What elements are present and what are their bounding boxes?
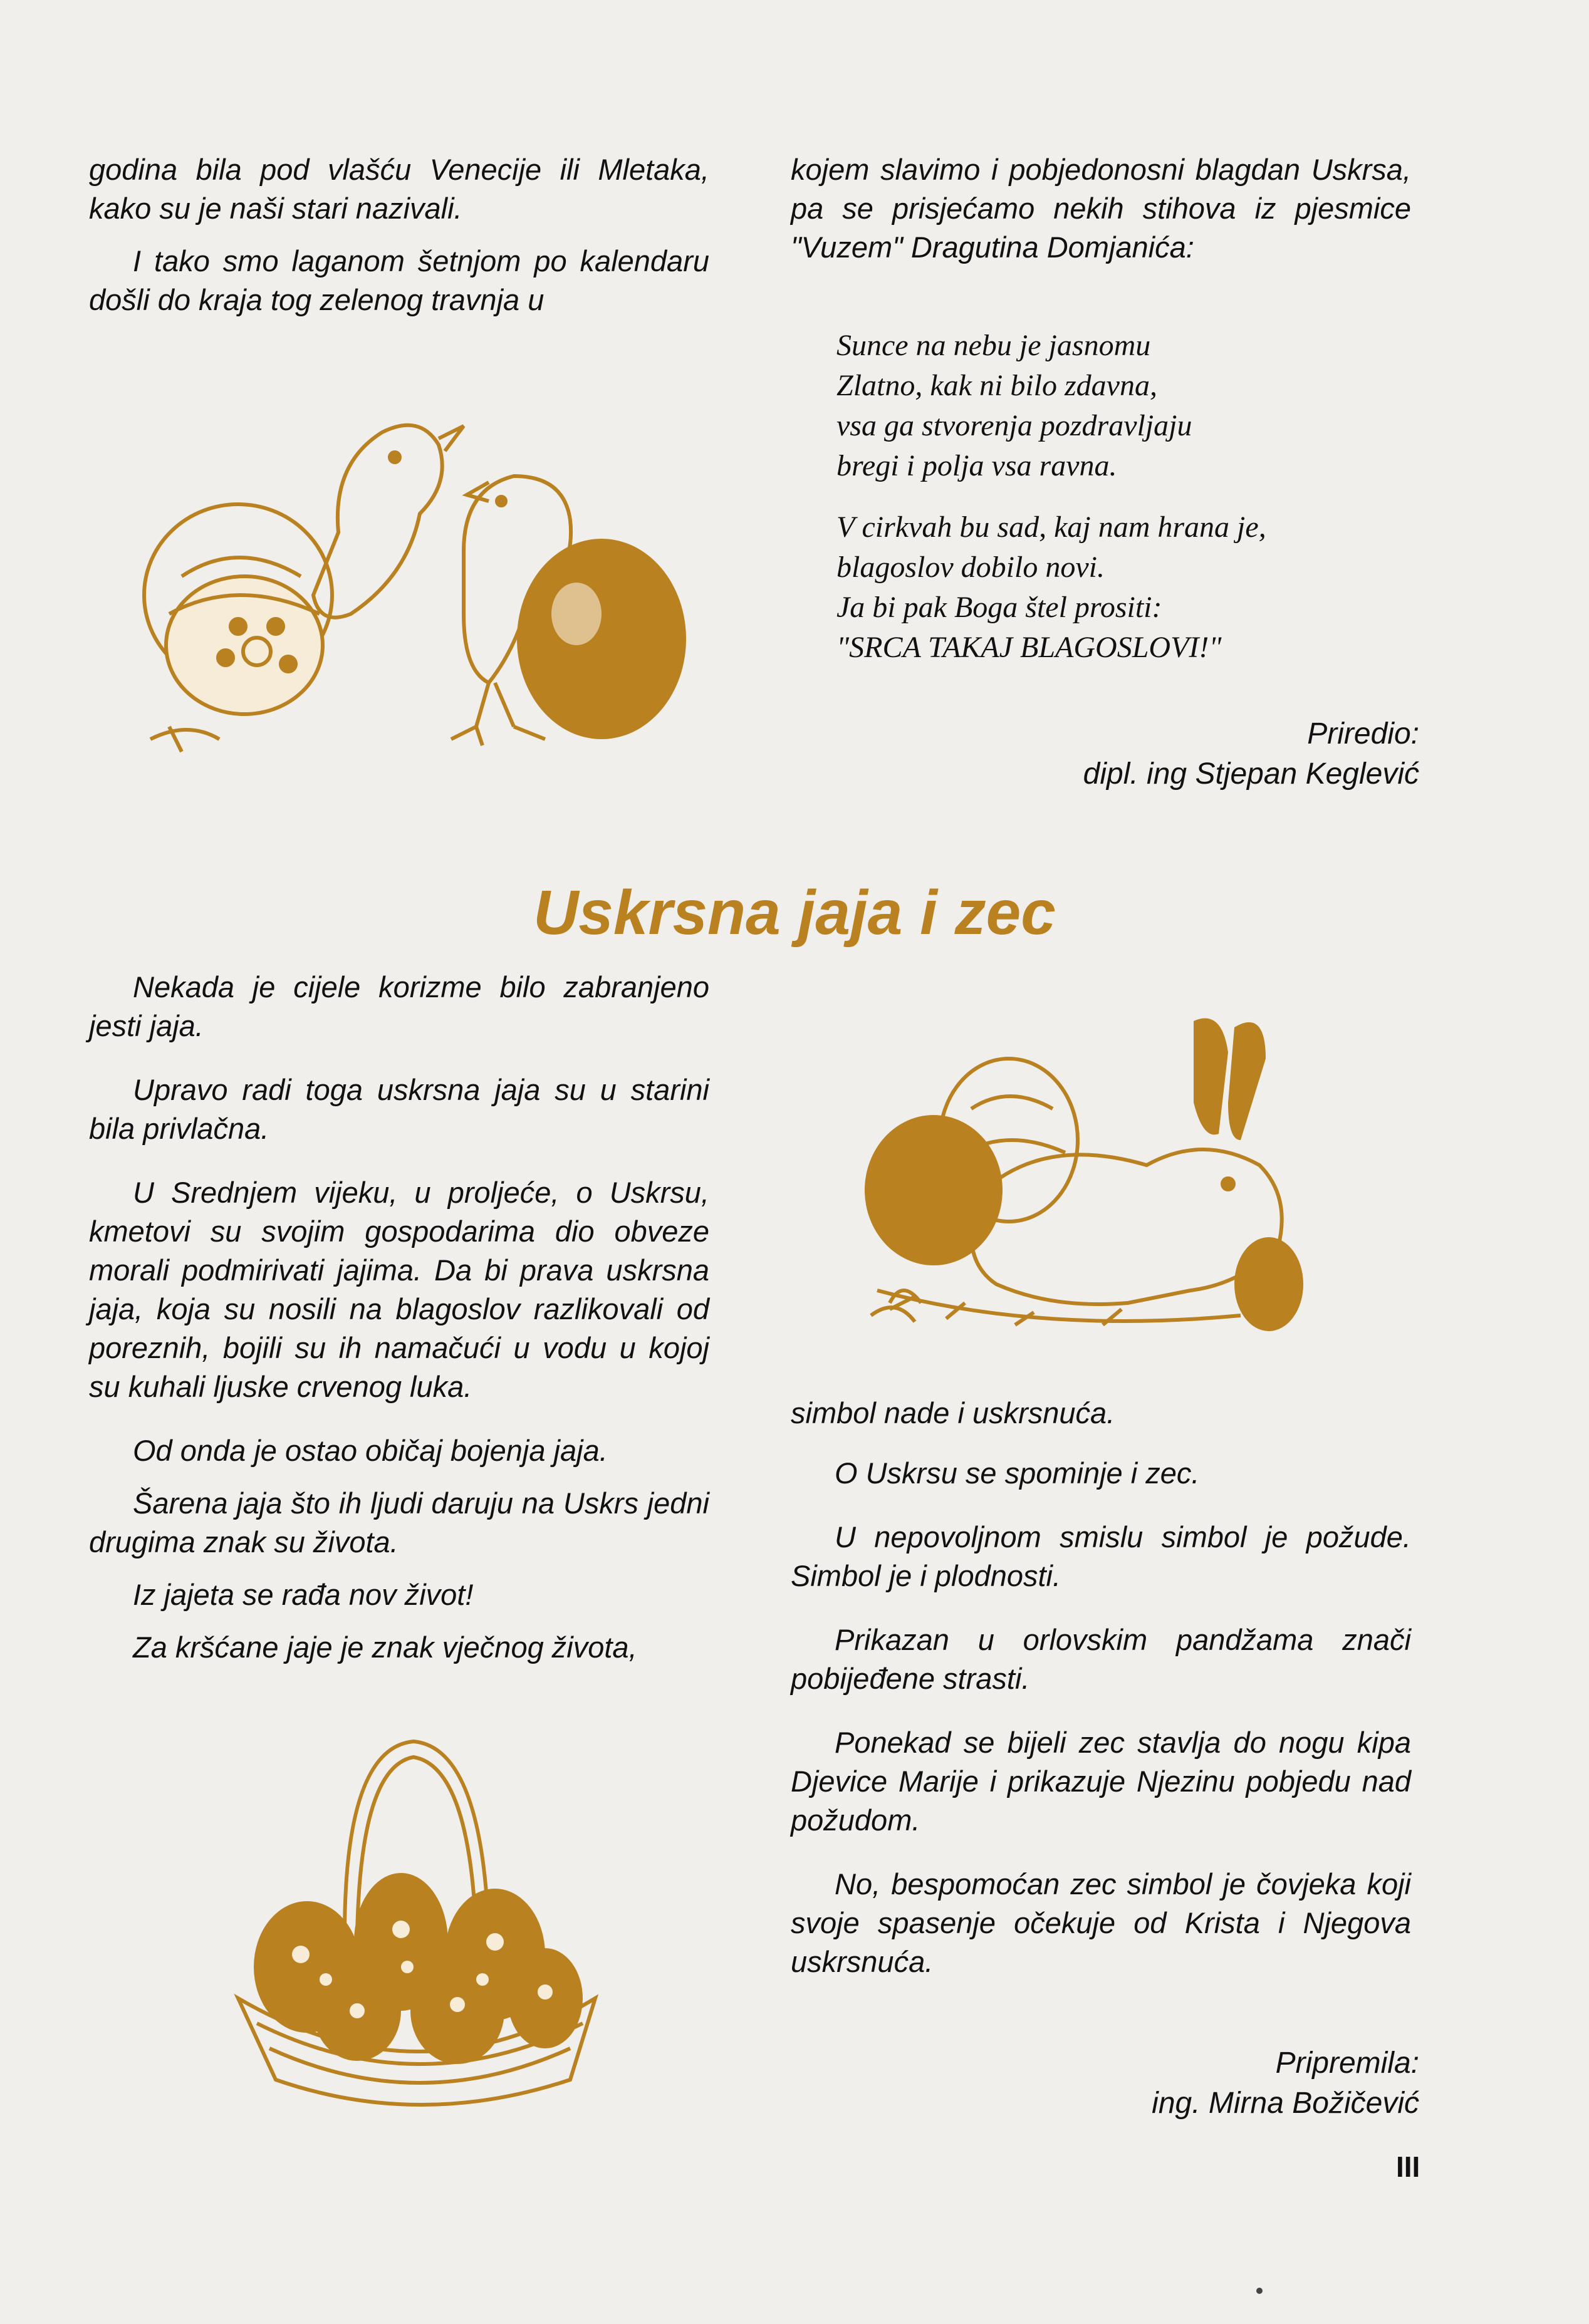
poem-line: bregi i polja vsa ravna. (836, 449, 1117, 482)
poem-stanza (836, 326, 1425, 486)
decorative-dot (1256, 2288, 1263, 2294)
poem (836, 326, 1425, 689)
bunny-with-eggs-illustration (852, 1009, 1416, 1359)
paragraph: U nepovoljnom smislu simbol je požude. Simbol je i plodnosti. (791, 1520, 1411, 1592)
paragraph: U Srednjem vijeku, u proljeće, o Uskrsu, kmetovi su svojim gospodarima dio obveze morali podmirivati jajima. Da bi prava uskrsna jaja, koja su nosili na blagoslov razlikovali od poreznih, bojili su ih namačući u vodu u kojoj su kuhali ljuske crvenog luka. (89, 1176, 709, 1403)
paragraph: kojem slavimo i pobjedonosni blagdan Uskrsa, pa se prisjećamo nekih stihova iz pjesmice "Vuzem" Dragutina Domjanića: (791, 153, 1411, 264)
paragraph: Upravo radi toga uskrsna jaja su u starini bila privlačna. (89, 1073, 709, 1145)
poem-line: vsa ga stvorenja pozdravljaju (836, 409, 1192, 442)
left-article-column (89, 968, 709, 1692)
paragraph: No, bespomoćan zec simbol je čovjeka koji svoje spasenje očekuje od Krista i Njegova uskrsnuća. (791, 1867, 1411, 1978)
poem-line: blagoslov dobilo novi. (836, 551, 1105, 584)
paragraph: Od onda je ostao običaj bojenja jaja. (133, 1434, 608, 1467)
credit-label: Priredio: (1307, 717, 1419, 750)
page-number: III (1396, 2150, 1420, 2183)
paragraph: godina bila pod vlašću Venecije ili Mletaka, kako su je naši stari nazivali. (89, 153, 709, 225)
right-top-column (791, 150, 1411, 292)
paragraph: Šarena jaja što ih ljudi daruju na Uskrs jedni drugima znak su života. (89, 1486, 709, 1559)
poem-line: "SRCA TAKAJ BLAGOSLOVI!" (836, 631, 1222, 664)
credit-label: Pripremila: (1275, 2046, 1419, 2080)
paragraph: Iz jajeta se rađa nov život! (133, 1578, 474, 1611)
poem-stanza (836, 507, 1425, 668)
poem-line: Sunce na nebu je jasnomu (836, 329, 1151, 362)
poem-line: V cirkvah bu sad, kaj nam hrana je, (836, 511, 1266, 544)
poem-line: Ja bi pak Boga štel prositi: (836, 591, 1162, 624)
poem-credit (877, 714, 1419, 794)
paragraph: Ponekad se bijeli zec stavlja do nogu kipa Djevice Marije i prikazuje Njezinu pobjedu nad požudom. (791, 1726, 1411, 1837)
paragraph: simbol nade i uskrsnuća. (791, 1396, 1115, 1429)
egg-basket-illustration (219, 1729, 620, 2117)
article-credit (877, 2043, 1419, 2124)
poem-line: Zlatno, kak ni bilo zdavna, (836, 369, 1157, 402)
paragraph: I tako smo laganom šetnjom po kalendaru došli do kraja tog zelenog travnja u (89, 244, 709, 316)
article-title: Uskrsna jaja i zec (533, 878, 1056, 948)
right-article-column (791, 1394, 1411, 2006)
credit-name: ing. Mirna Božičević (1152, 2087, 1419, 2120)
paragraph: O Uskrsu se spominje i zec. (835, 1456, 1200, 1490)
paragraph: Prikazan u orlovskim pandžama znači pobijeđene strasti. (791, 1623, 1411, 1695)
credit-name: dipl. ing Stjepan Keglević (1083, 757, 1419, 791)
chicks-and-eggs-illustration (113, 388, 702, 777)
paragraph: Za kršćane jaje je znak vječnog života, (133, 1631, 637, 1664)
paragraph: Nekada je cijele korizme bilo zabranjeno jesti jaja. (89, 970, 709, 1042)
left-top-column (89, 150, 709, 345)
